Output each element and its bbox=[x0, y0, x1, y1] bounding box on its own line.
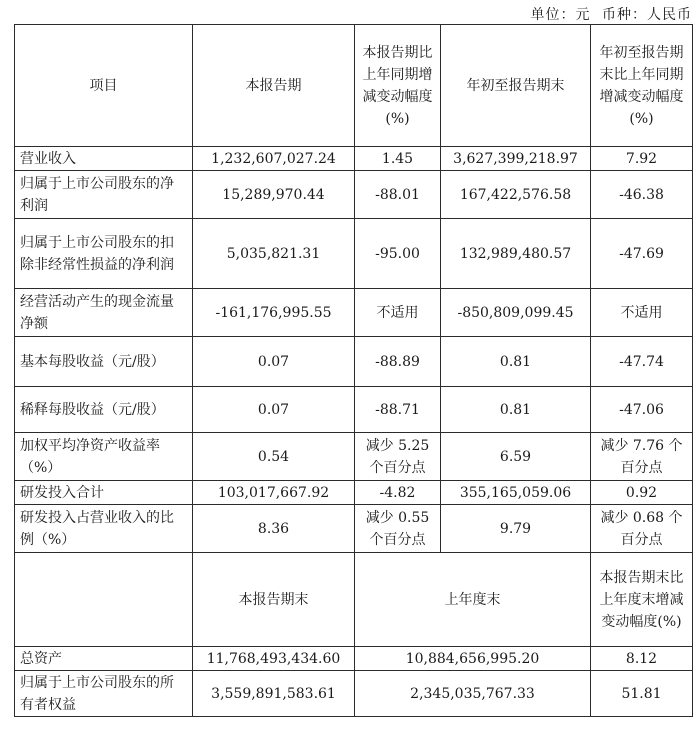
header-current: 本报告期 bbox=[193, 25, 355, 147]
table-row bbox=[15, 171, 693, 219]
row-current-change: 1.45 bbox=[355, 147, 441, 171]
table-row bbox=[15, 481, 693, 505]
row-last-year-end: 2,345,035,767.33 bbox=[355, 671, 591, 717]
header-ytd-change: 年初至报告期末比上年同期增减变动幅度(%) bbox=[591, 25, 693, 147]
row-ytd-change: -47.69 bbox=[591, 219, 693, 289]
header2-change: 本报告期末比上年度末增减变动幅度(%) bbox=[591, 553, 693, 647]
row-current: -161,176,995.55 bbox=[193, 289, 355, 337]
row-ytd: 167,422,576.58 bbox=[441, 171, 591, 219]
row-label: 归属于上市公司股东的净利润 bbox=[15, 171, 193, 219]
row-label: 总资产 bbox=[15, 647, 193, 671]
row-current-change: 减少 5.25 个百分点 bbox=[355, 433, 441, 481]
row-current-change: -88.01 bbox=[355, 171, 441, 219]
table-row bbox=[15, 289, 693, 337]
row-ytd: -850,809,099.45 bbox=[441, 289, 591, 337]
row-current: 0.07 bbox=[193, 387, 355, 433]
row-current-change: 减少 0.55 个百分点 bbox=[355, 505, 441, 553]
table-row bbox=[15, 671, 693, 717]
row-current: 15,289,970.44 bbox=[193, 171, 355, 219]
row-ytd: 3,627,399,218.97 bbox=[441, 147, 591, 171]
row-ytd-change: 减少 0.68 个百分点 bbox=[591, 505, 693, 553]
row-label: 研发投入占营业收入的比例（%） bbox=[15, 505, 193, 553]
row-current-change: -4.82 bbox=[355, 481, 441, 505]
table-row bbox=[15, 387, 693, 433]
row-label: 稀释每股收益（元/股） bbox=[15, 387, 193, 433]
unit-line bbox=[525, 4, 692, 24]
row-current: 0.54 bbox=[193, 433, 355, 481]
header2-empty bbox=[15, 553, 193, 647]
row-label: 归属于上市公司股东的所有者权益 bbox=[15, 671, 193, 717]
row-current-change: -88.89 bbox=[355, 337, 441, 387]
header-row-2 bbox=[15, 553, 693, 647]
row-last-year-end: 10,884,656,995.20 bbox=[355, 647, 591, 671]
header-item: 项目 bbox=[15, 25, 193, 147]
row-ytd-change: 0.92 bbox=[591, 481, 693, 505]
row-ytd-change: 不适用 bbox=[591, 289, 693, 337]
header2-last-year-end: 上年度末 bbox=[355, 553, 591, 647]
row-current-change: 不适用 bbox=[355, 289, 441, 337]
currency-label: 币种：人民币 bbox=[602, 7, 692, 23]
row-current: 103,017,667.92 bbox=[193, 481, 355, 505]
table-row bbox=[15, 337, 693, 387]
row-label: 加权平均净资产收益率（%） bbox=[15, 433, 193, 481]
row-ytd: 6.59 bbox=[441, 433, 591, 481]
row-label: 经营活动产生的现金流量净额 bbox=[15, 289, 193, 337]
table-row bbox=[15, 219, 693, 289]
row-ytd: 355,165,059.06 bbox=[441, 481, 591, 505]
row-ytd-change: -47.74 bbox=[591, 337, 693, 387]
row-label: 研发投入合计 bbox=[15, 481, 193, 505]
row-current: 8.36 bbox=[193, 505, 355, 553]
row-label: 营业收入 bbox=[15, 147, 193, 171]
row-change: 8.12 bbox=[591, 647, 693, 671]
row-current-change: -95.00 bbox=[355, 219, 441, 289]
row-ytd-change: -46.38 bbox=[591, 171, 693, 219]
header2-current-end: 本报告期末 bbox=[193, 553, 355, 647]
unit-label: 单位：元 bbox=[530, 7, 591, 23]
row-ytd-change: 减少 7.76 个百分点 bbox=[591, 433, 693, 481]
row-ytd-change: -47.06 bbox=[591, 387, 693, 433]
table-row bbox=[15, 147, 693, 171]
row-current: 0.07 bbox=[193, 337, 355, 387]
row-ytd-change: 7.92 bbox=[591, 147, 693, 171]
row-change: 51.81 bbox=[591, 671, 693, 717]
row-label: 归属于上市公司股东的扣除非经常性损益的净利润 bbox=[15, 219, 193, 289]
row-current: 1,232,607,027.24 bbox=[193, 147, 355, 171]
row-label: 基本每股收益（元/股） bbox=[15, 337, 193, 387]
row-ytd: 0.81 bbox=[441, 387, 591, 433]
header-current-change: 本报告期比上年同期增减变动幅度(%) bbox=[355, 25, 441, 147]
table-row bbox=[15, 647, 693, 671]
row-current-change: -88.71 bbox=[355, 387, 441, 433]
row-ytd: 132,989,480.57 bbox=[441, 219, 591, 289]
table-row bbox=[15, 433, 693, 481]
financial-table bbox=[14, 24, 693, 717]
row-current: 5,035,821.31 bbox=[193, 219, 355, 289]
row-ytd: 0.81 bbox=[441, 337, 591, 387]
row-ytd: 9.79 bbox=[441, 505, 591, 553]
table-row bbox=[15, 505, 693, 553]
header-row bbox=[15, 25, 693, 147]
row-current-end: 11,768,493,434.60 bbox=[193, 647, 355, 671]
row-current-end: 3,559,891,583.61 bbox=[193, 671, 355, 717]
header-ytd: 年初至报告期末 bbox=[441, 25, 591, 147]
